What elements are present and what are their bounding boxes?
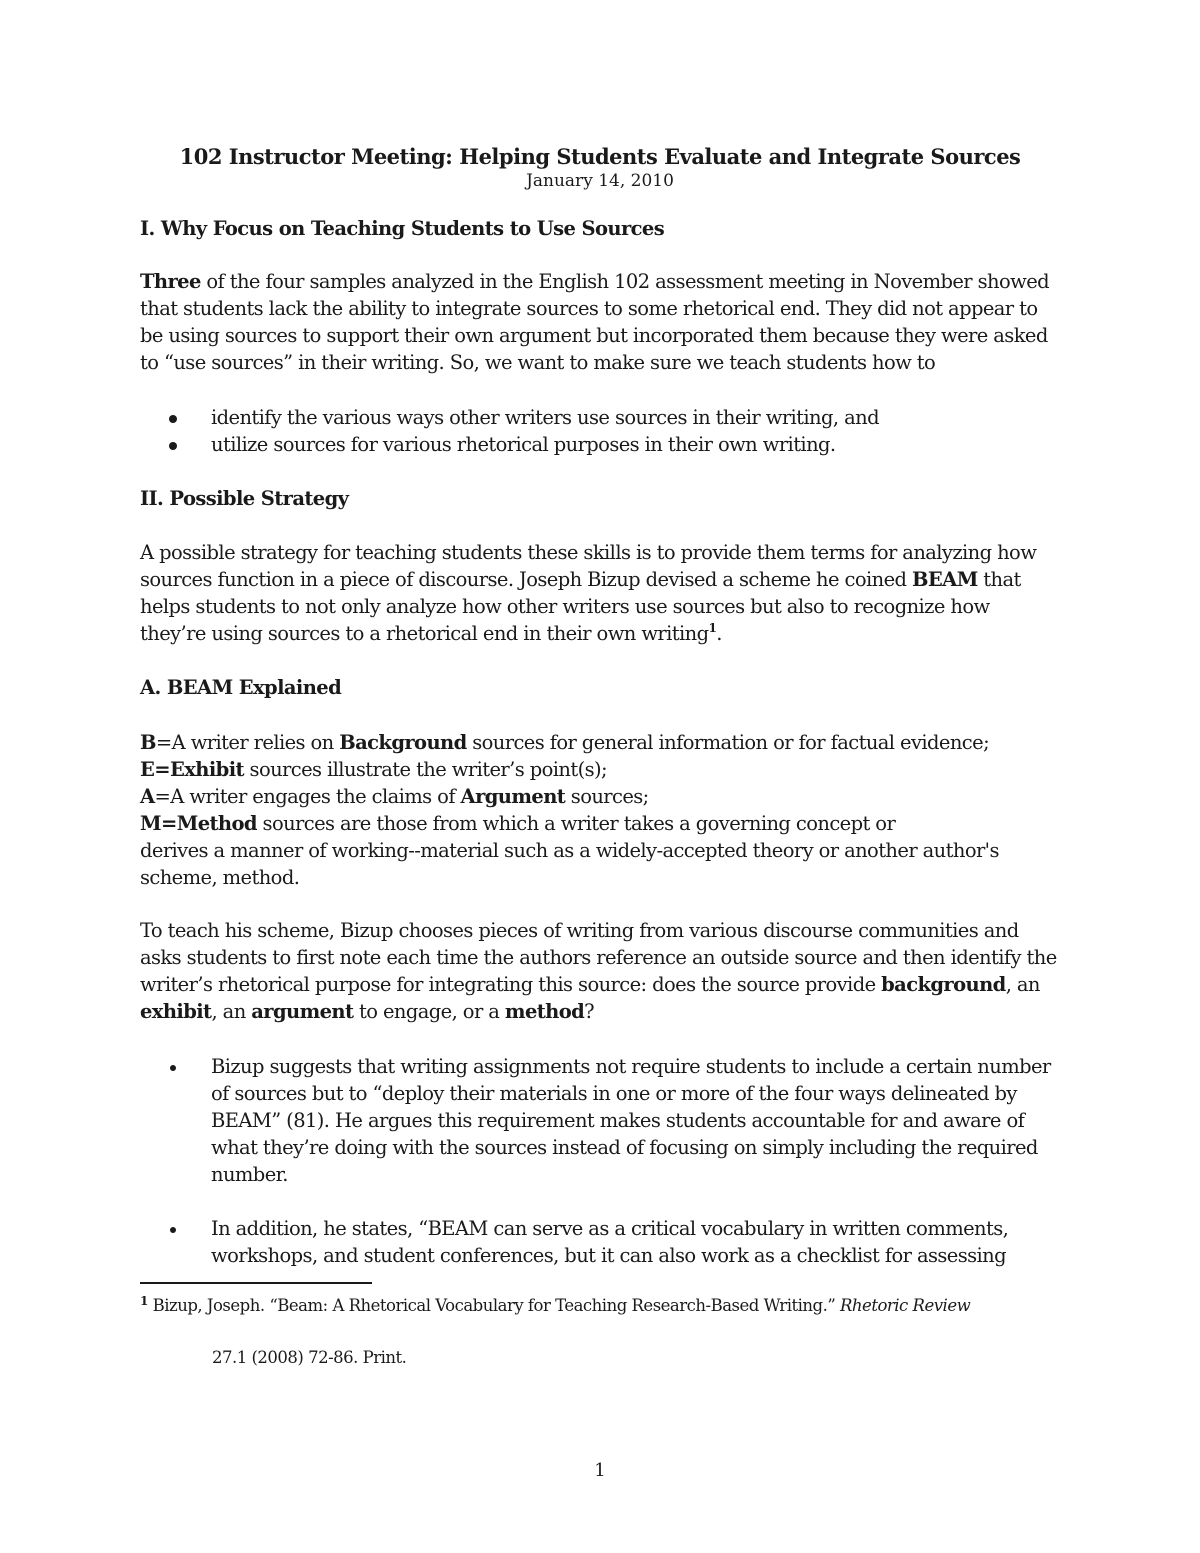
paragraph-line: To teach his scheme, Bizup chooses pieces of writing from various discourse communities and bbox=[140, 919, 1019, 942]
footnote-line-2: 27.1 (2008) 72-86. Print. bbox=[212, 1348, 407, 1367]
paragraph-line: sources function in a piece of discourse. Joseph Bizup devised a scheme he coined BEAM that bbox=[140, 568, 1021, 591]
bullet-in-addition bbox=[168, 1215, 1068, 1269]
footnote-reference[interactable]: 1 bbox=[708, 621, 717, 635]
paragraph-line: derives a manner of working--material such as a widely-accepted theory or another author's bbox=[140, 839, 999, 862]
paragraph-line: exhibit, an argument to engage, or a method? bbox=[140, 1000, 595, 1023]
document-title: 102 Instructor Meeting: Helping Students Evaluate and Integrate Sources bbox=[179, 144, 1021, 169]
paragraph-line: that students lack the ability to integrate sources to some rhetorical end. They did not appear to bbox=[140, 297, 1038, 320]
paragraph-possible-strategy bbox=[140, 539, 1080, 647]
section-heading-why-focus: I. Why Focus on Teaching Students to Use Sources bbox=[140, 217, 665, 240]
list-item: Bizup suggests that writing assignments not require students to include a certain number of sources but to “deploy their materials in one or more of the four ways delineated by BEAM” (81). He argues this requirement makes students accountable for and aware of what they’re doing with the sources instead of focusing on simply including the required number. bbox=[168, 1053, 1068, 1188]
section-heading-beam-explained: A. BEAM Explained bbox=[140, 676, 342, 699]
page-number: 1 bbox=[594, 1460, 606, 1481]
paragraph-line: asks students to first note each time the authors reference an outside source and then identify the bbox=[140, 946, 1057, 969]
beam-background-line: B=A writer relies on Background sources for general information or for factual evidence; bbox=[140, 731, 990, 754]
beam-method-line: M=Method sources are those from which a writer takes a governing concept or bbox=[140, 812, 896, 835]
paragraph-line: be using sources to support their own argument but incorporated them because they were asked bbox=[140, 324, 1048, 347]
paragraph-line: writer’s rhetorical purpose for integrating this source: does the source provide background, an bbox=[140, 973, 1040, 996]
bullet-icon bbox=[168, 404, 178, 431]
paragraph-line: helps students to not only analyze how other writers use sources but also to recognize how bbox=[140, 595, 990, 618]
paragraph-line: they’re using sources to a rhetorical end in their own writing$^1$. bbox=[140, 621, 722, 645]
bullet-list-goals bbox=[168, 404, 1068, 458]
bullet-icon bbox=[168, 431, 178, 458]
list-item: In addition, he states, “BEAM can serve as a critical vocabulary in written comments, workshops, and student conferences, but it can also work as a checklist for assessing bbox=[168, 1215, 1068, 1269]
footnote-number: 1 bbox=[140, 1294, 148, 1308]
beam-definitions bbox=[140, 729, 1080, 891]
list-item: utilize sources for various rhetorical purposes in their own writing. bbox=[168, 431, 1068, 458]
footnote-line-1: $^1$ Bizup, Joseph. “Beam: A Rhetorical Vocabulary for Teaching Research-Based Writing.” Rhetoric Review bbox=[140, 1294, 971, 1315]
list-item: identify the various ways other writers use sources in their writing, and bbox=[168, 404, 1068, 431]
paragraph-line: to “use sources” in their writing. So, we want to make sure we teach students how to bbox=[140, 351, 936, 374]
paragraph-line: scheme, method. bbox=[140, 866, 300, 889]
paragraph-teach-scheme bbox=[140, 917, 1080, 1025]
beam-exhibit-line: E=Exhibit sources illustrate the writer’s point(s); bbox=[140, 758, 607, 781]
document-date: January 14, 2010 bbox=[526, 171, 674, 191]
paragraph-line: A possible strategy for teaching students these skills is to provide them terms for analyzing how bbox=[140, 541, 1037, 564]
bullet-bizup-suggests bbox=[168, 1053, 1068, 1188]
bullet-icon bbox=[168, 1053, 178, 1080]
paragraph-line: Three of the four samples analyzed in the English 102 assessment meeting in November showed bbox=[140, 270, 1050, 293]
footnote-separator bbox=[140, 1282, 372, 1284]
section-heading-possible-strategy: II. Possible Strategy bbox=[140, 487, 349, 510]
beam-argument-line: A=A writer engages the claims of Argument sources; bbox=[140, 785, 649, 808]
bullet-icon bbox=[168, 1215, 178, 1242]
paragraph-why-focus bbox=[140, 268, 1080, 376]
